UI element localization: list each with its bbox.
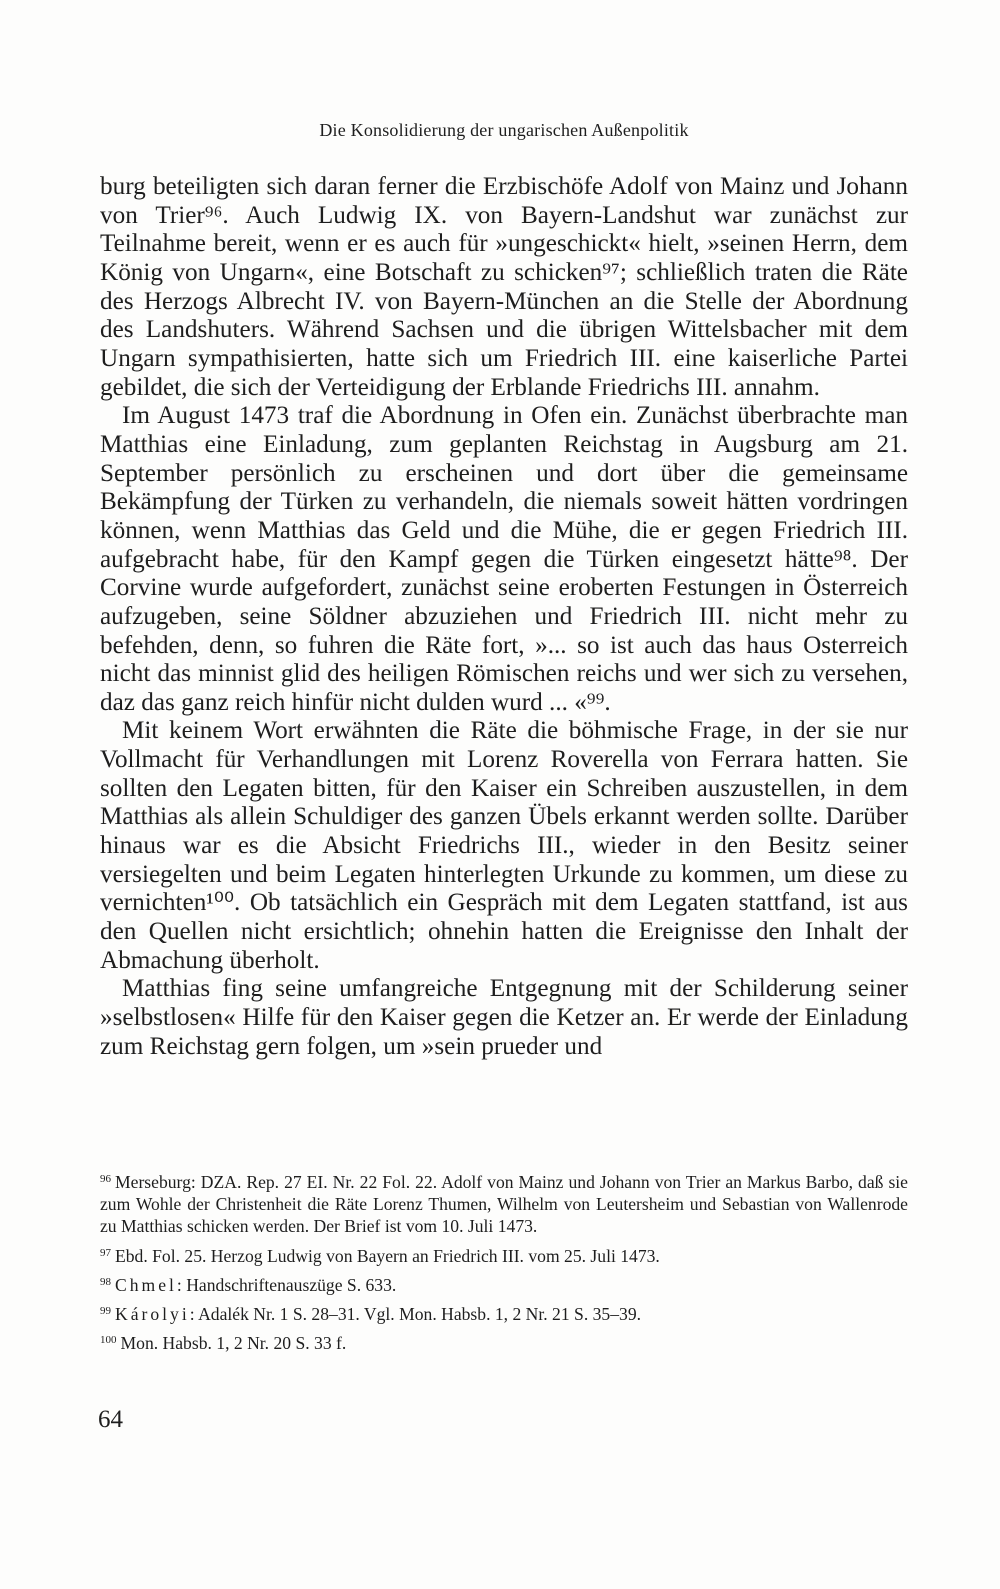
footnote-text: Mon. Habsb. 1, 2 Nr. 20 S. 33 f.: [120, 1333, 347, 1354]
paragraph-1: burg beteiligten sich daran ferner die Erzbischöfe Adolf von Mainz und Johann von Trier⁹⁶. Auch Ludwig IX. von Bayern-Landshut war zunächst zur Teilnahme bereit, wenn er es auch für »ungeschickt« hielt, »seinen Herrn, dem König von Ungarn«, eine Botschaft zu schicken⁹⁷; schließlich traten die Räte des Herzogs Albrecht IV. von Bayern-München an die Stelle der Abordnung des Landshuters. Während Sachsen und die übrigen Wittelsbacher mit dem Ungarn sympathisierten, hatte sich um Friedrich III. eine kaiserliche Partei gebildet, die sich der Verteidigung der Erblande Friedrichs III. annahm.: [100, 173, 908, 401]
footnote-100: [100, 1329, 908, 1354]
footnote-text: : Handschriftenauszüge S. 633.: [176, 1274, 397, 1295]
footnote-number: 98: [100, 1275, 111, 1288]
footnote-97: [100, 1242, 908, 1267]
footnote-author: Chmel: [115, 1274, 177, 1295]
footnote-number: 99: [100, 1305, 111, 1318]
paragraph-2: Im August 1473 traf die Abordnung in Ofen ein. Zunächst überbrachte man Matthias eine Einladung, zum geplanten Reichstag in Augsburg am 21. September persönlich zu erscheinen und dort über die gemeinsame Bekämpfung der Türken zu verhandeln, die niemals soweit hätten vordringen können, wenn Matthias das Geld und die Mühe, die er gegen Friedrich III. aufgebracht habe, für den Kampf gegen die Türken eingesetzt hätte⁹⁸. Der Corvine wurde aufgefordert, zunächst seine eroberten Festungen in Österreich aufzugeben, seine Söldner abzuziehen und Friedrich III. nicht mehr zu befehden, denn, so fuhren die Räte fort, »... so ist auch das haus Osterreich nicht das minnist glid des heiligen Römischen reichs und wer sich zu versehen, daz das ganz reich hinfür nicht dulden wurd ... «⁹⁹.: [100, 402, 908, 716]
footnote-number: 97: [100, 1246, 111, 1259]
paragraph-4: Matthias fing seine umfangreiche Entgegnung mit der Schilderung seiner »selbstlosen« Hilfe für den Kaiser gegen die Ketzer an. Er werde der Einladung zum Reichstag gern folgen, um »sein prueder und: [100, 975, 908, 1060]
footnote-text: : Adalék Nr. 1 S. 28–31. Vgl. Mon. Habsb. 1, 2 Nr. 21 S. 35–39.: [189, 1304, 642, 1325]
footnote-number: 100: [100, 1334, 117, 1347]
footnote-98: [100, 1271, 908, 1296]
paragraph-3: Mit keinem Wort erwähnten die Räte die böhmische Frage, in der sie nur Vollmacht für Verhandlungen mit Lorenz Roverella von Ferrara hatten. Sie sollten den Legaten bitten, für den Kaiser ein Schreiben auszustellen, in dem Matthias als allein Schuldiger des ganzen Übels erkannt werden sollte. Darüber hinaus war es die Absicht Friedrichs III., wieder in den Besitz seiner versiegelten und beim Legaten hinterlegten Urkunde zu kommen, um diese zu vernichten¹⁰⁰. Ob tatsächlich ein Gespräch mit dem Legaten stattfand, ist aus den Quellen nicht ersichtlich; ohnehin hatten die Ereignisse den Inhalt der Abmachung überholt.: [100, 717, 908, 974]
running-head: Die Konsolidierung der ungarischen Außenpolitik: [319, 120, 689, 140]
footnote-99: [100, 1300, 908, 1325]
footnote-author: Károlyi: [115, 1304, 190, 1325]
footnote-text: Ebd. Fol. 25. Herzog Ludwig von Bayern an Friedrich III. vom 25. Juli 1473.: [115, 1245, 660, 1266]
page-number: 64: [98, 1406, 123, 1433]
footnote-96: [100, 1168, 908, 1238]
footnote-number: 96: [100, 1173, 111, 1185]
footnote-text: Merseburg: DZA. Rep. 27 EI. Nr. 22 Fol. 22. Adolf von Mainz und Johann von Trier an Markus Barbo, daß sie zum Wohle der Christenheit die Räte Lorenz Thumen, Wilhelm von Leutersheim und Sebastian von Wallenrode zu Matthias schicken werden. Der Brief ist vom 10. Juli 1473.: [100, 1172, 908, 1237]
body-text: [100, 173, 908, 1061]
footnotes: [100, 1168, 908, 1358]
